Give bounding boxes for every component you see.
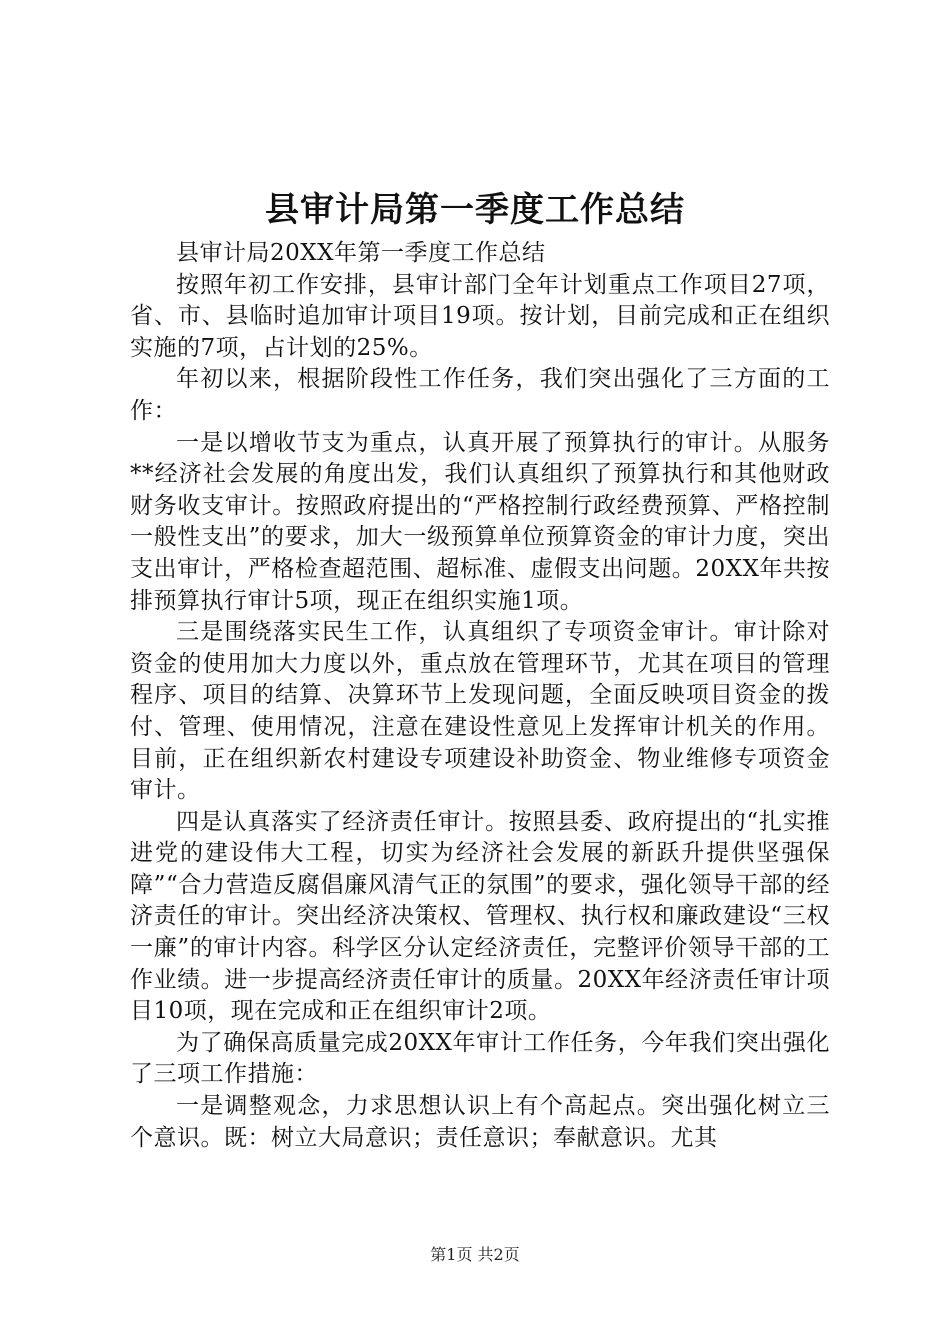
paragraph: 四是认真落实了经济责任审计。按照县委、政府提出的“扎实推进党的建设伟大工程，切实为经济社会发展的新跃升提供坚强保障”“合力营造反腐倡廉风清气正的氛围”的要求，强化领导干部的经济责任的审计。突出经济决策权、管理权、执行权和廉政建设“三权一廉”的审计内容。科学区分认定经济责任，完整评价领导干部的工作业绩。进一步提高经济责任审计的质量。20XX年经济责任审计项目10项，现在完成和正在组织审计2项。 <box>130 808 830 1025</box>
paragraph: 年初以来，根据阶段性工作任务，我们突出强化了三方面的工作： <box>130 366 830 424</box>
paragraph: 三是围绕落实民生工作，认真组织了专项资金审计。审计除对资金的使用加大力度以外，重点放在管理环节，尤其在项目的管理程序、项目的结算、决算环节上发现问题，全面反映项目资金的拨付、管理、使用情况，注意在建设性意见上发挥审计机关的作用。目前，正在组织新农村建设专项建设补助资金、物业维修专项资金审计。 <box>130 619 830 804</box>
paragraph: 按照年初工作安排，县审计部门全年计划重点工作项目27项，省、市、县临时追加审计项目19项。按计划，目前完成和正在组织实施的7项，占计划的25%。 <box>130 271 830 361</box>
page-footer: 第1页 共2页 <box>430 1245 520 1264</box>
paragraph: 为了确保高质量完成20XX年审计工作任务，今年我们突出强化了三项工作措施： <box>130 1029 830 1088</box>
document-title: 县审计局第一季度工作总结 <box>265 190 685 230</box>
paragraph: 一是调整观念，力求思想认识上有个高起点。突出强化树立三个意识。既：树立大局意识；责任意识；奉献意识。尤其 <box>130 1093 830 1151</box>
paragraph: 一是以增收节支为重点，认真开展了预算执行的审计。从服务**经济社会发展的角度出发，我们认真组织了预算执行和其他财政财务收支审计。按照政府提出的“严格控制行政经费预算、严格控制一般性支出”的要求，加大一级预算单位预算资金的审计力度，突出支出审计，严格检查超范围、超标准、虚假支出问题。20XX年共按排预算执行审计5项，现正在组织实施1项。 <box>130 429 830 614</box>
document-body <box>130 238 830 1154</box>
paragraph: 县审计局20XX年第一季度工作总结 <box>176 240 546 266</box>
